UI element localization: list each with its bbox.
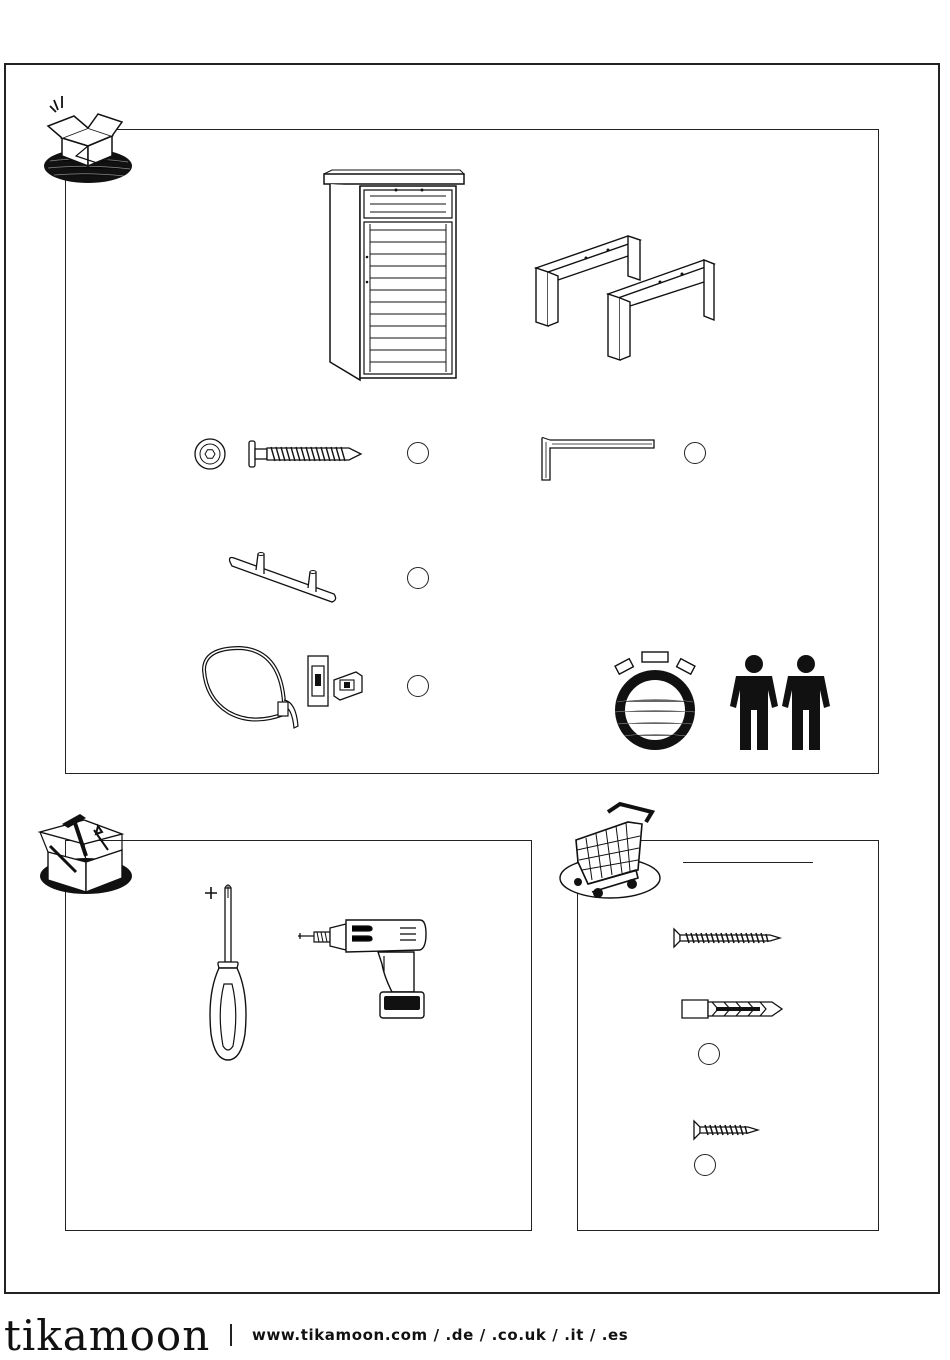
wall-plug-quantity-circle <box>698 1043 720 1065</box>
open-box-icon <box>40 86 140 186</box>
bolt-with-cap-icon <box>193 437 363 471</box>
drill-icon <box>296 914 428 1022</box>
two-persons-icon <box>726 654 834 752</box>
bar-handle-icon <box>226 548 338 604</box>
latch-quantity-circle <box>407 675 429 697</box>
screwdriver-icon <box>203 884 251 1064</box>
allen-key-icon <box>538 434 658 484</box>
toolbox-icon <box>36 806 140 896</box>
tools-panel <box>65 840 532 1231</box>
cabinet-icon <box>322 172 467 382</box>
stopwatch-icon <box>608 650 704 752</box>
footer <box>0 1310 950 1359</box>
cable-latch-icon <box>200 642 368 734</box>
short-screw-quantity-circle <box>694 1154 716 1176</box>
shopping-cart-icon <box>558 798 664 902</box>
wall-plug-icon <box>680 996 784 1022</box>
leg-frames-icon <box>528 232 718 367</box>
screw-icon <box>672 927 784 949</box>
footer-separator <box>230 1324 232 1346</box>
not-included-heading-rule <box>683 862 813 863</box>
short-screw-icon <box>692 1119 760 1141</box>
allen-key-quantity-circle <box>684 442 706 464</box>
handle-quantity-circle <box>407 567 429 589</box>
bolt-quantity-circle <box>407 442 429 464</box>
brand-logo: tikamoon <box>4 1311 211 1360</box>
website-link[interactable]: www.tikamoon.com / .de / .co.uk / .it / .es <box>252 1326 629 1344</box>
